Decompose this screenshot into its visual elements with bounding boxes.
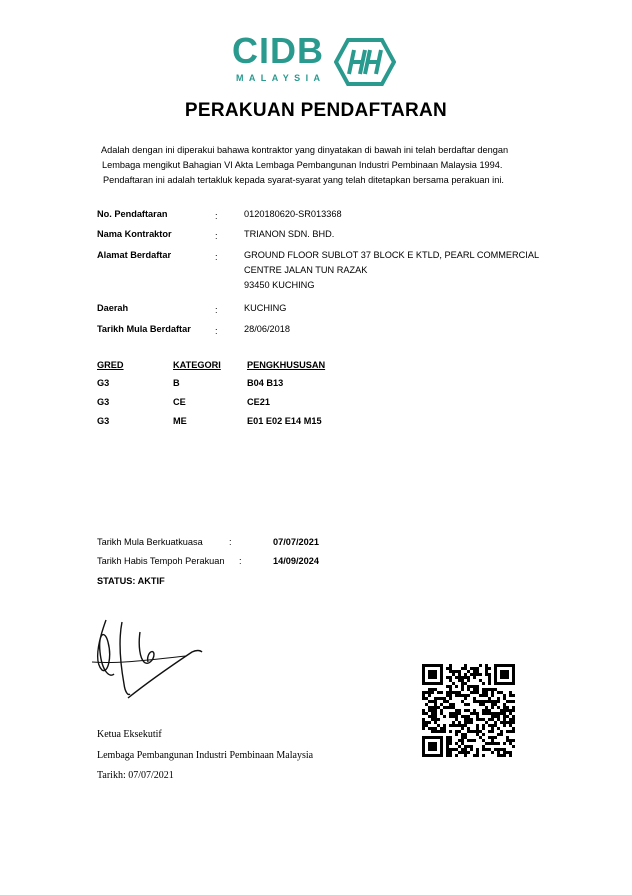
address-line: 93450 KUCHING [244, 280, 315, 290]
page-title: PERAKUAN PENDAFTARAN [184, 100, 448, 121]
signatory-organisation: Lembaga Pembangunan Industri Pembinaan Malaysia [97, 750, 314, 761]
cidb-hexagon-mark-icon [334, 37, 396, 87]
address-value [244, 248, 539, 293]
effective-date-value: 07/07/2021 [273, 537, 319, 547]
start-date-value: 28/06/2018 [244, 324, 290, 334]
grade-header: GRED [97, 360, 124, 370]
effective-date-label: Tarikh Mula Berkuatkuasa [97, 537, 203, 547]
logo-text: CIDB [232, 30, 324, 71]
contractor-label: Nama Kontraktor [97, 229, 172, 239]
expiry-date-value: 14/09/2024 [273, 556, 319, 566]
address-line: CENTRE JALAN TUN RAZAK [244, 265, 368, 275]
expiry-date-label: Tarikh Habis Tempoh Perakuan [97, 556, 225, 566]
colon: : [215, 326, 218, 336]
colon: : [215, 252, 218, 262]
start-date-label: Tarikh Mula Berdaftar [97, 324, 191, 334]
category-header: KATEGORI [173, 360, 221, 370]
colon: : [239, 556, 242, 566]
colon: : [215, 211, 218, 221]
reg-no-label: No. Pendaftaran [97, 209, 168, 219]
colon: : [215, 305, 218, 315]
district-label: Daerah [97, 303, 129, 313]
handwritten-signature [88, 612, 208, 702]
table-cell: CE [173, 397, 186, 407]
table-cell: E01 E02 E14 M15 [247, 416, 322, 426]
specialisation-header: PENGKHUSUSAN [247, 360, 326, 370]
intro-line: Pendaftaran ini adalah tertakluk kepada syarat-syarat yang telah ditetapkan bersama perakuan ini. [103, 175, 504, 185]
address-label: Alamat Berdaftar [97, 250, 172, 260]
intro-line: Adalah dengan ini diperakui bahawa kontraktor yang dinyatakan di bawah ini telah berdaftar dengan [101, 145, 509, 155]
signatory-position: Ketua Eksekutif [97, 729, 162, 740]
intro-line: Lembaga mengikut Bahagian VI Akta Lembaga Pembangunan Industri Pembinaan Malaysia 1994. [102, 160, 503, 170]
colon: : [215, 231, 218, 241]
colon: : [229, 537, 232, 547]
signature-date: Tarikh: 07/07/2021 [97, 770, 174, 781]
logo-subtitle: MALAYSIA [236, 73, 326, 83]
table-cell: B [173, 378, 180, 388]
table-cell: CE21 [247, 397, 270, 407]
table-cell: G3 [97, 397, 110, 407]
address-line: GROUND FLOOR SUBLOT 37 BLOCK E KTLD, PEARL COMMERCIAL [244, 250, 540, 260]
status-text: STATUS: AKTIF [97, 576, 165, 586]
table-cell: ME [173, 416, 187, 426]
district-value: KUCHING [244, 303, 287, 313]
reg-no-value: 0120180620-SR013368 [244, 209, 342, 219]
table-cell: B04 B13 [247, 378, 284, 388]
table-cell: G3 [97, 416, 110, 426]
contractor-value: TRIANON SDN. BHD. [244, 229, 335, 239]
intro-paragraph [100, 143, 550, 188]
qr-code-icon [422, 664, 515, 757]
table-cell: G3 [97, 378, 110, 388]
